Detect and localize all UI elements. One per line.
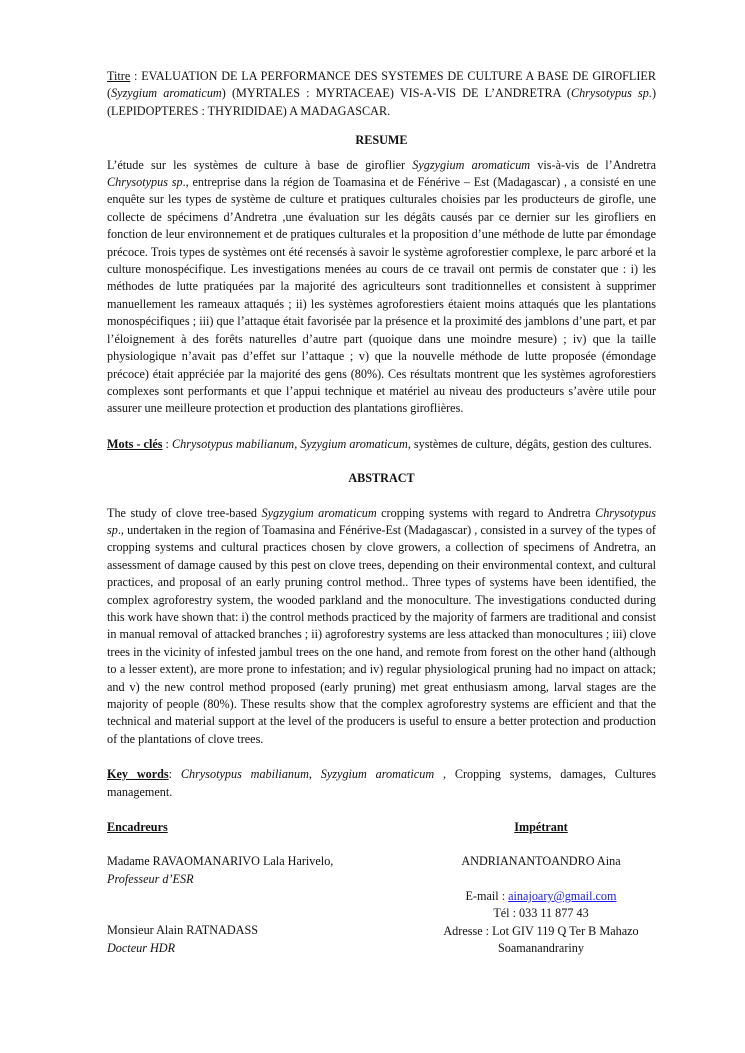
title-label: Titre (107, 69, 131, 83)
mots-cles-label: Mots - clés (107, 436, 163, 451)
supervisor-1-name: Madame RAVAOMANARIVO Lala Harivelo, (107, 854, 334, 869)
candidate-name: ANDRIANANTOANDRO Aina (461, 854, 621, 869)
impetrant-heading: Impétrant (514, 820, 568, 835)
abstract-heading: ABSTRACT (348, 471, 415, 486)
supervisor-2-name: Monsieur Alain RATNADASS (107, 923, 258, 938)
key-words: Key words: Chrysotypus mabilianum, Syzygium aromaticum , Cropping systems, damages, Cultures management. (107, 767, 657, 799)
candidate-address: Adresse : Lot GIV 119 Q Ter B Mahazo Soamanandrariny (443, 923, 639, 956)
supervisor-2-role: Docteur HDR (107, 940, 176, 955)
key-words-label: Key words (107, 767, 169, 782)
supervisors-and-candidate (107, 819, 656, 956)
encadreurs-heading: Encadreurs (107, 820, 168, 835)
candidate-email-line: E-mail : ainajoary@gmail.com (465, 888, 617, 903)
mots-cles: Mots - clés : Chrysotypus mabilianum, Syzygium aromaticum, systèmes de culture, dégâts, gestion des cultures. (107, 436, 652, 451)
supervisor-1-role: Professeur d’ESR (107, 871, 194, 886)
resume-paragraph: L’étude sur les systèmes de culture à base de giroflier Sygzygium aromaticum vis-à-vis de l’Andretra Chrysotypus sp., entreprise dans la région de Toamasina et de Fénérive – Est (Madagascar) , a consisté en une enquête sur les types de système de culture et pratiques culturales choisies par les producteurs de girofle, une collecte de spécimens d’Andretra ,une évaluation sur les dégâts causés par ce dernier sur les girofliers en fonction de leur environnement et de pratiques culturales et la proposition d’une méthode de lutte par émondage précoce. Trois types de systèmes ont été recensés à savoir le système agroforestier complexe, le parc arboré et la culture monospécifique. Les investigations menées au cours de ce travail ont permis de constater que : i) les méthodes de lutte pratiquées par la majorité des agriculteurs sont traditionnelles et consistent à supprimer manuellement les rameaux attaqués ; ii) les systèmes agroforestiers étaient moins attaqués que les plantations monospécifiques ; iii) que l’attaque était favorisée par la présence et la proximité des jamblons d’une part, et par l’éloignement à des forêts naturelles d’autre part (quoique dans une moindre mesure) ; iv) que la taille physiologique n’avait pas d’effet sur l’attaque ; v) que la nouvelle méthode de lutte proposée (émondage précoce) était appréciée par la majorité des gens (80%). Ces résultats montrent que les systèmes agroforestiers complexes sont performants et que l’appui technique et matériel au niveau des producteurs s’avère utile pour assurer une meilleure protection et production des plantations giroflières. (107, 157, 657, 416)
document-title: Titre : EVALUATION DE LA PERFORMANCE DES SYSTEMES DE CULTURE A BASE DE GIROFLIER (Syzygium aromaticum) (MYRTALES : MYRTACEAE) VIS-A-VIS DE L’ANDRETRA (Chrysotypus sp.) (LEPIDOPTERES : THYRIDIDAE) A MADAGASCAR. (107, 69, 656, 118)
encadreurs-block (107, 819, 437, 957)
abstract-paragraph: The study of clove tree-based Sygzygium aromaticum cropping systems with regard to Andretra Chrysotypus sp., undertaken in the region of Toamasina and Fénérive-Est (Madagascar) , consisted in a survey of the types of cropping systems and cultural practices chosen by clove growers, a collection of specimens of Andretra, an assessment of damage caused by this pest on clove trees, depending on their environmental context, and cultural practices, and proposal of an early pruning control method.. Three types of systems have been identified, the complex agroforestry system, the wooded parkland and the monoculture. The investigations conducted during this work have shown that: i) the control methods practiced by the majority of farmers are traditional and consist in manual removal of attacked branches ; ii) agroforestry systems are less attacked than monocultures ; iii) clove trees in the vicinity of infested jambul trees on the one hand, and remote from forest on the other hand (although to a lesser extent), are more prone to infestation; and iv) regular physiological pruning had no impact on attack; and v) the new control method proposed (early pruning) met great enthusiasm among, larval stages are the majority of people (80%). These results show that the complex agroforestry systems are efficient and that the technical and material support at the level of the producers is useful to ensure a better protection and production of the plantations of clove trees. (107, 505, 656, 746)
impetrant-block (426, 819, 656, 957)
candidate-email-link[interactable]: ainajoary@gmail.com (508, 888, 617, 903)
document-page (107, 68, 657, 956)
candidate-phone: Tél : 033 11 877 43 (493, 906, 589, 921)
resume-heading: RESUME (355, 133, 408, 148)
